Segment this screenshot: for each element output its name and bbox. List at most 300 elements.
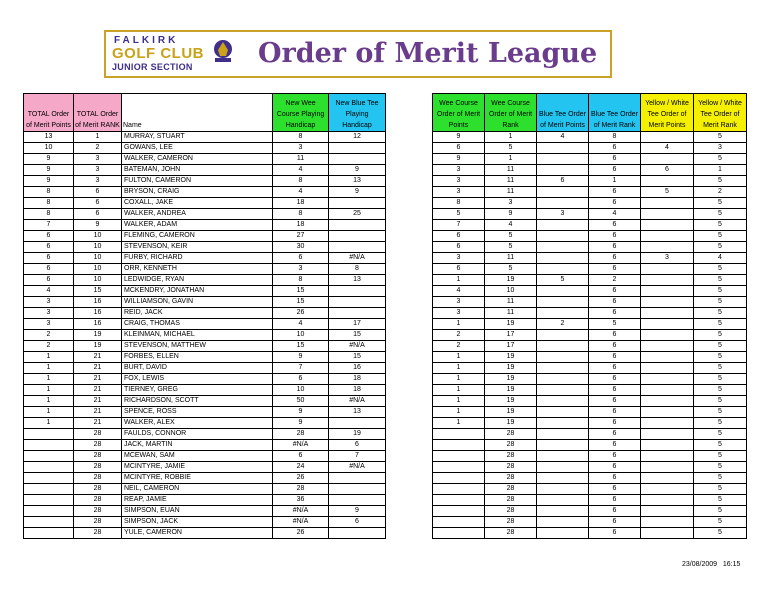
table-row — [433, 495, 747, 506]
table-cell — [329, 297, 386, 308]
header-wee-rank: Wee Course Order of Merit Rank — [485, 94, 537, 132]
table-cell: 6 — [589, 396, 641, 407]
table-cell: FULTON, CAMERON — [122, 176, 273, 187]
table-cell — [641, 242, 694, 253]
table-cell — [24, 451, 74, 462]
table-cell: ORR, KENNETH — [122, 264, 273, 275]
table-cell — [641, 330, 694, 341]
table-cell: 6 — [589, 407, 641, 418]
logo-line-3: JUNIOR SECTION — [112, 62, 193, 72]
table-cell: #N/A — [329, 341, 386, 352]
table-cell: 18 — [329, 374, 386, 385]
table-cell: 1 — [589, 176, 641, 187]
table-cell: 18 — [273, 198, 329, 209]
table-cell — [24, 506, 74, 517]
table-cell — [537, 440, 589, 451]
table-cell: 16 — [74, 297, 122, 308]
table-cell: 6 — [24, 275, 74, 286]
table-cell: 6 — [24, 242, 74, 253]
table-cell: 5 — [694, 429, 747, 440]
table-cell: 3 — [24, 297, 74, 308]
table-row — [433, 462, 747, 473]
table-cell: 5 — [694, 154, 747, 165]
table-cell: 28 — [74, 517, 122, 528]
table-cell: LEDWIDGE, RYAN — [122, 275, 273, 286]
table-row — [24, 297, 386, 308]
table-cell: 5 — [694, 264, 747, 275]
table-cell — [537, 187, 589, 198]
header-total-points: TOTAL Order of Merit Points — [24, 94, 74, 132]
table-cell: 8 — [24, 209, 74, 220]
table-cell — [433, 451, 485, 462]
table-cell: 5 — [694, 407, 747, 418]
table-cell: 6 — [24, 231, 74, 242]
table-cell: 3 — [433, 297, 485, 308]
table-cell: 15 — [273, 286, 329, 297]
table-row — [24, 495, 386, 506]
table-row — [24, 286, 386, 297]
table-cell: 5 — [694, 220, 747, 231]
table-cell: 28 — [74, 473, 122, 484]
table-row — [433, 198, 747, 209]
table-cell — [537, 484, 589, 495]
table-cell: 6 — [589, 330, 641, 341]
table-row — [24, 374, 386, 385]
table-cell — [641, 506, 694, 517]
table-cell: 28 — [485, 440, 537, 451]
table-cell: 5 — [694, 286, 747, 297]
table-row — [433, 209, 747, 220]
table-cell — [641, 352, 694, 363]
table-cell: 6 — [589, 440, 641, 451]
table-cell: 21 — [74, 396, 122, 407]
table-row — [24, 407, 386, 418]
table-cell — [433, 440, 485, 451]
table-row — [433, 187, 747, 198]
table-cell: 10 — [74, 275, 122, 286]
right-table-body — [433, 132, 747, 539]
table-cell: 19 — [485, 319, 537, 330]
table-cell: 4 — [433, 286, 485, 297]
table-cell: 1 — [433, 275, 485, 286]
table-cell: #N/A — [329, 253, 386, 264]
table-cell: 2 — [24, 341, 74, 352]
table-cell: JACK, MARTIN — [122, 440, 273, 451]
table-cell: 6 — [641, 165, 694, 176]
table-cell: 5 — [694, 231, 747, 242]
crest-icon — [212, 38, 234, 64]
table-cell: 6 — [329, 440, 386, 451]
table-cell: 10 — [74, 242, 122, 253]
table-cell: 1 — [433, 418, 485, 429]
table-cell: MCEWAN, SAM — [122, 451, 273, 462]
table-cell: 28 — [74, 440, 122, 451]
table-cell: 1 — [433, 407, 485, 418]
table-cell: 5 — [694, 385, 747, 396]
header-yellow-rank: Yellow / White Tee Order of Merit Rank — [694, 94, 747, 132]
table-cell: 6 — [589, 264, 641, 275]
table-row — [433, 308, 747, 319]
table-cell — [537, 385, 589, 396]
footer-time: 16:15 — [722, 561, 741, 568]
table-cell: #N/A — [273, 517, 329, 528]
table-cell: #N/A — [329, 396, 386, 407]
table-row — [433, 264, 747, 275]
table-cell: FURBY, RICHARD — [122, 253, 273, 264]
table-cell: 3 — [433, 176, 485, 187]
table-cell: 17 — [485, 330, 537, 341]
table-cell — [537, 429, 589, 440]
table-row — [24, 154, 386, 165]
table-cell: 11 — [485, 187, 537, 198]
table-row — [24, 132, 386, 143]
table-cell — [537, 451, 589, 462]
table-cell — [537, 374, 589, 385]
table-cell: 18 — [329, 385, 386, 396]
table-cell — [641, 132, 694, 143]
table-cell: 16 — [74, 308, 122, 319]
table-cell: 6 — [433, 264, 485, 275]
table-row — [433, 517, 747, 528]
table-cell — [24, 484, 74, 495]
table-cell: 5 — [485, 231, 537, 242]
table-cell — [641, 396, 694, 407]
table-cell: MCINTYRE, ROBBIE — [122, 473, 273, 484]
page-title: Order of Merit League — [258, 38, 598, 69]
table-cell: NEIL, CAMERON — [122, 484, 273, 495]
table-cell: FLEMING, CAMERON — [122, 231, 273, 242]
table-cell: 3 — [273, 264, 329, 275]
table-cell: 5 — [694, 495, 747, 506]
table-cell — [641, 231, 694, 242]
table-cell: 6 — [589, 297, 641, 308]
table-cell — [537, 473, 589, 484]
table-row — [433, 132, 747, 143]
table-cell: 26 — [273, 528, 329, 539]
table-cell: COXALL, JAKE — [122, 198, 273, 209]
table-cell: 28 — [74, 451, 122, 462]
table-cell: 2 — [694, 187, 747, 198]
table-cell: 5 — [694, 308, 747, 319]
table-cell: 6 — [74, 187, 122, 198]
table-cell: 6 — [433, 143, 485, 154]
table-cell: 6 — [273, 374, 329, 385]
table-cell — [537, 165, 589, 176]
table-cell — [537, 528, 589, 539]
table-cell: 3 — [433, 165, 485, 176]
table-cell — [537, 517, 589, 528]
table-cell: 11 — [485, 165, 537, 176]
table-cell: 5 — [694, 440, 747, 451]
table-cell: 1 — [433, 319, 485, 330]
table-cell: 1 — [24, 418, 74, 429]
table-cell: 9 — [24, 176, 74, 187]
table-cell: YULE, CAMERON — [122, 528, 273, 539]
table-cell — [329, 286, 386, 297]
table-cell — [433, 429, 485, 440]
table-row — [24, 308, 386, 319]
table-cell: 1 — [433, 363, 485, 374]
table-cell: 21 — [74, 363, 122, 374]
table-cell: WALKER, ALEX — [122, 418, 273, 429]
table-cell: 4 — [641, 143, 694, 154]
table-cell: 7 — [433, 220, 485, 231]
table-cell: 3 — [433, 253, 485, 264]
table-cell: 19 — [485, 396, 537, 407]
header-wee-points: Wee Course Order of Merit Points — [433, 94, 485, 132]
table-cell: 1 — [485, 154, 537, 165]
table-cell: 3 — [74, 165, 122, 176]
table-cell: 16 — [329, 363, 386, 374]
table-cell: 6 — [74, 209, 122, 220]
header-yellow-points: Yellow / White Tee Order of Merit Points — [641, 94, 694, 132]
table-cell: 28 — [74, 506, 122, 517]
table-row — [433, 385, 747, 396]
table-cell: 28 — [485, 473, 537, 484]
table-row — [24, 385, 386, 396]
club-logo — [110, 35, 242, 75]
table-cell: RICHARDSON, SCOTT — [122, 396, 273, 407]
table-row — [24, 187, 386, 198]
table-cell — [641, 528, 694, 539]
table-cell — [641, 418, 694, 429]
table-row — [433, 451, 747, 462]
table-cell: 1 — [433, 396, 485, 407]
table-cell: 2 — [433, 330, 485, 341]
table-row — [433, 484, 747, 495]
table-cell: 6 — [589, 462, 641, 473]
header-name: Name — [122, 94, 273, 132]
table-cell: BATEMAN, JOHN — [122, 165, 273, 176]
table-cell — [537, 198, 589, 209]
table-cell — [329, 198, 386, 209]
table-cell: 5 — [694, 451, 747, 462]
table-cell: MCINTYRE, JAMIE — [122, 462, 273, 473]
table-cell: 28 — [74, 495, 122, 506]
table-cell — [641, 495, 694, 506]
table-cell — [24, 440, 74, 451]
table-cell — [24, 495, 74, 506]
table-cell: 6 — [589, 363, 641, 374]
table-cell — [641, 440, 694, 451]
table-cell: 9 — [74, 220, 122, 231]
table-cell: 5 — [694, 176, 747, 187]
table-row — [24, 528, 386, 539]
table-cell: 1 — [24, 396, 74, 407]
table-cell: STEVENSON, KEIR — [122, 242, 273, 253]
table-cell: 5 — [694, 330, 747, 341]
table-row — [24, 451, 386, 462]
table-cell: 28 — [74, 429, 122, 440]
table-cell — [641, 462, 694, 473]
table-cell — [537, 495, 589, 506]
table-cell: 6 — [589, 165, 641, 176]
table-cell — [329, 495, 386, 506]
right-merit-table — [432, 93, 747, 539]
table-cell: 1 — [24, 385, 74, 396]
table-row — [24, 440, 386, 451]
table-cell: 8 — [273, 209, 329, 220]
logo-line-1: FALKIRK — [114, 35, 179, 46]
table-cell: 8 — [24, 198, 74, 209]
table-cell — [641, 220, 694, 231]
table-cell: 10 — [74, 253, 122, 264]
table-cell: 28 — [485, 528, 537, 539]
table-cell: KLEINMAN, MICHAEL — [122, 330, 273, 341]
table-cell: 19 — [74, 330, 122, 341]
table-cell — [641, 275, 694, 286]
table-cell: 6 — [273, 253, 329, 264]
table-cell: 6 — [589, 231, 641, 242]
table-cell: 5 — [694, 297, 747, 308]
table-cell: 8 — [24, 187, 74, 198]
table-cell — [433, 506, 485, 517]
table-row — [24, 418, 386, 429]
table-cell — [537, 231, 589, 242]
table-row — [24, 506, 386, 517]
table-cell: FOX, LEWIS — [122, 374, 273, 385]
table-row — [433, 429, 747, 440]
table-row — [433, 275, 747, 286]
footer-date: 23/08/2009 — [682, 561, 718, 568]
table-cell: 5 — [694, 374, 747, 385]
table-cell: 8 — [273, 132, 329, 143]
table-cell: 9 — [485, 209, 537, 220]
header-wee-handicap: New Wee Course Playing Handicap — [273, 94, 329, 132]
table-cell — [329, 242, 386, 253]
table-cell: 8 — [273, 275, 329, 286]
table-cell — [537, 253, 589, 264]
table-cell — [537, 154, 589, 165]
table-cell: WALKER, CAMERON — [122, 154, 273, 165]
table-cell: 19 — [329, 429, 386, 440]
logo-line-2: GOLF CLUB — [112, 45, 204, 62]
table-cell — [537, 297, 589, 308]
table-cell: 6 — [589, 506, 641, 517]
table-row — [433, 165, 747, 176]
table-cell: 9 — [433, 132, 485, 143]
table-cell: 5 — [641, 187, 694, 198]
table-cell: 8 — [589, 132, 641, 143]
table-cell: SIMPSON, EUAN — [122, 506, 273, 517]
table-cell: #N/A — [273, 506, 329, 517]
table-cell: 19 — [485, 363, 537, 374]
table-cell — [641, 407, 694, 418]
table-cell: 19 — [74, 341, 122, 352]
table-cell: 5 — [694, 484, 747, 495]
table-cell: 21 — [74, 385, 122, 396]
table-cell: 11 — [485, 297, 537, 308]
table-cell: 5 — [485, 242, 537, 253]
table-cell — [641, 341, 694, 352]
table-cell: 15 — [273, 297, 329, 308]
table-row — [24, 319, 386, 330]
table-cell: 10 — [24, 143, 74, 154]
table-cell: 3 — [273, 143, 329, 154]
table-cell: 3 — [537, 209, 589, 220]
table-row — [433, 297, 747, 308]
table-cell: 28 — [273, 484, 329, 495]
table-cell — [24, 429, 74, 440]
table-row — [24, 517, 386, 528]
table-cell: 6 — [24, 253, 74, 264]
table-row — [24, 396, 386, 407]
table-cell: FAULDS, CONNOR — [122, 429, 273, 440]
table-cell: 3 — [641, 253, 694, 264]
table-cell — [641, 209, 694, 220]
table-cell: 15 — [74, 286, 122, 297]
table-cell: 3 — [74, 176, 122, 187]
table-cell: 8 — [329, 264, 386, 275]
table-cell: 26 — [273, 308, 329, 319]
table-cell: 10 — [273, 385, 329, 396]
table-row — [24, 275, 386, 286]
table-cell: 19 — [485, 418, 537, 429]
table-cell — [641, 374, 694, 385]
table-cell: 3 — [433, 308, 485, 319]
table-row — [433, 363, 747, 374]
table-cell: 1 — [694, 165, 747, 176]
table-cell: 10 — [485, 286, 537, 297]
table-cell: 11 — [273, 154, 329, 165]
table-cell — [24, 517, 74, 528]
table-cell: 2 — [24, 330, 74, 341]
table-cell: 6 — [589, 308, 641, 319]
table-cell: 5 — [485, 143, 537, 154]
table-row — [24, 473, 386, 484]
table-cell: 16 — [74, 319, 122, 330]
table-cell: 6 — [589, 451, 641, 462]
table-cell: 1 — [485, 132, 537, 143]
table-cell: FORBES, ELLEN — [122, 352, 273, 363]
table-cell — [641, 176, 694, 187]
table-cell: 7 — [273, 363, 329, 374]
table-cell: REID, JACK — [122, 308, 273, 319]
table-cell: 5 — [694, 319, 747, 330]
table-cell: 6 — [589, 187, 641, 198]
table-cell: WILLIAMSON, GAVIN — [122, 297, 273, 308]
table-cell: 12 — [329, 132, 386, 143]
timestamp — [682, 561, 740, 568]
table-cell — [24, 473, 74, 484]
table-cell: 6 — [589, 418, 641, 429]
table-cell: 9 — [329, 165, 386, 176]
table-row — [433, 352, 747, 363]
table-cell: 5 — [694, 198, 747, 209]
table-cell: 21 — [74, 418, 122, 429]
table-cell: 50 — [273, 396, 329, 407]
table-cell: 7 — [329, 451, 386, 462]
table-cell — [537, 242, 589, 253]
table-cell: #N/A — [273, 440, 329, 451]
table-row — [433, 231, 747, 242]
table-row — [433, 319, 747, 330]
table-cell: SPENCE, ROSS — [122, 407, 273, 418]
table-cell: 36 — [273, 495, 329, 506]
table-cell: 1 — [433, 352, 485, 363]
table-cell: 1 — [433, 385, 485, 396]
table-cell: 3 — [24, 308, 74, 319]
table-cell — [433, 462, 485, 473]
table-cell: 6 — [74, 198, 122, 209]
table-cell: 6 — [273, 451, 329, 462]
table-cell: REAP, JAMIE — [122, 495, 273, 506]
table-cell — [641, 451, 694, 462]
table-cell: 13 — [329, 407, 386, 418]
table-cell: 3 — [694, 143, 747, 154]
table-row — [433, 407, 747, 418]
table-row — [24, 484, 386, 495]
